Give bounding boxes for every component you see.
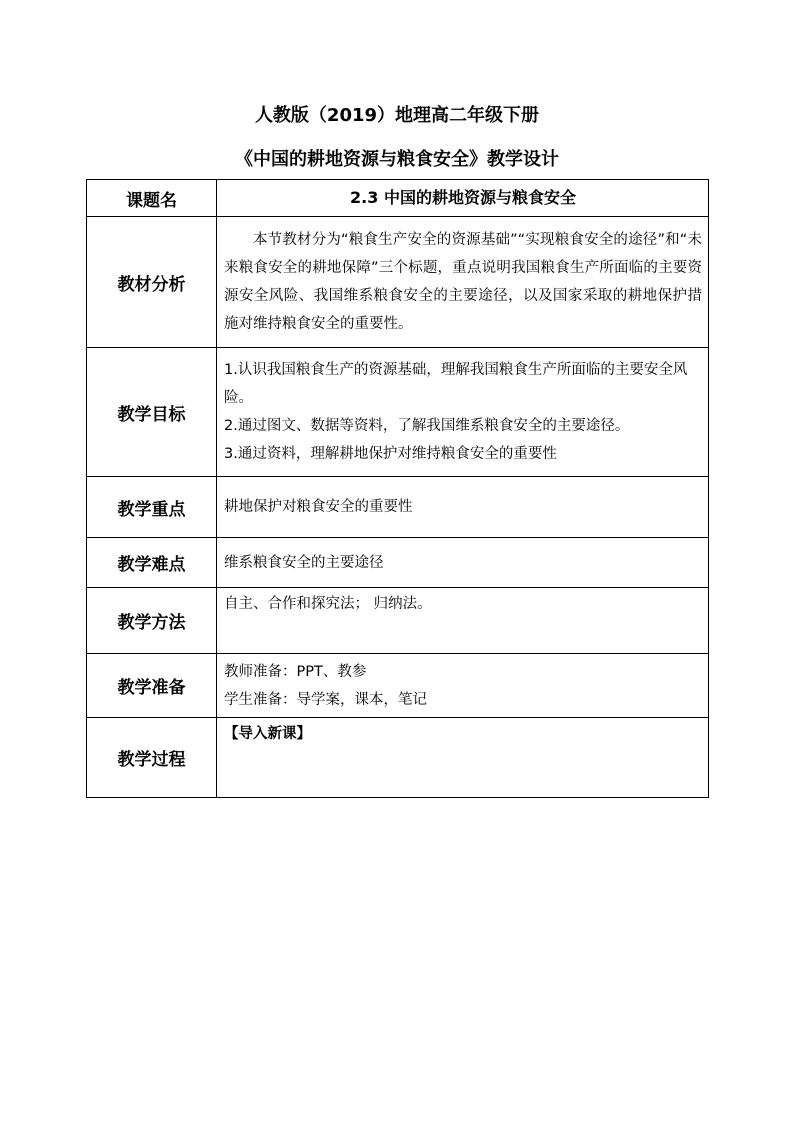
row-value-topic: 2.3 中国的耕地资源与粮食安全	[217, 180, 709, 217]
row-label-methods: 教学方法	[87, 588, 217, 654]
row-value-process	[217, 718, 709, 798]
row-label-preparation: 教学准备	[87, 654, 217, 718]
objective-item: 2.通过图文、数据等资料，了解我国维系粮食安全的主要途径。	[224, 418, 630, 434]
table-row-key-points	[87, 477, 709, 538]
table-row-textbook-analysis	[87, 217, 709, 348]
textbook-analysis-text: 本节教材分为“粮食生产安全的资源基础”“实现粮食安全的途径”和“未来粮食安全的耕地保障”三个标题，重点说明我国粮食生产所面临的主要资源安全风险、我国维系粮食安全的主要途径，以及国家采取的耕地保护措施对维持粮食安全的重要性。	[224, 232, 702, 332]
row-value-difficulties: 维系粮食安全的主要途径	[217, 538, 709, 588]
table-row-topic	[87, 180, 709, 217]
row-value-objectives	[217, 348, 709, 477]
lesson-plan-table	[86, 179, 709, 798]
table-row-methods	[87, 588, 709, 654]
table-row-difficulties	[87, 538, 709, 588]
row-label-objectives: 教学目标	[87, 348, 217, 477]
row-label-key-points: 教学重点	[87, 477, 217, 538]
row-value-textbook-analysis	[217, 217, 709, 348]
table-row-process	[87, 718, 709, 798]
preparation-item: 教师准备：PPT、教参	[224, 663, 367, 680]
row-label-topic: 课题名	[87, 180, 217, 217]
section-heading-intro: 【导入新课】	[224, 726, 311, 742]
row-label-textbook-analysis: 教材分析	[87, 217, 217, 348]
row-value-key-points: 耕地保护对粮食安全的重要性	[217, 477, 709, 538]
table-row-preparation	[87, 654, 709, 718]
document-title: 人教版（2019）地理高二年级下册	[254, 105, 540, 126]
row-value-methods: 自主、合作和探究法； 归纳法。	[217, 588, 709, 654]
objective-item: 1.认识我国粮食生产的资源基础，理解我国粮食生产所面临的主要安全风险。	[224, 362, 688, 406]
table-row-objectives	[87, 348, 709, 477]
document-subtitle: 《中国的耕地资源与粮食安全》教学设计	[235, 149, 559, 170]
objective-item: 3.通过资料，理解耕地保护对维持粮食安全的重要性	[224, 446, 557, 462]
row-value-preparation	[217, 654, 709, 718]
preparation-item: 学生准备：导学案，课本，笔记	[224, 691, 427, 708]
row-label-difficulties: 教学难点	[87, 538, 217, 588]
row-label-process: 教学过程	[87, 718, 217, 798]
